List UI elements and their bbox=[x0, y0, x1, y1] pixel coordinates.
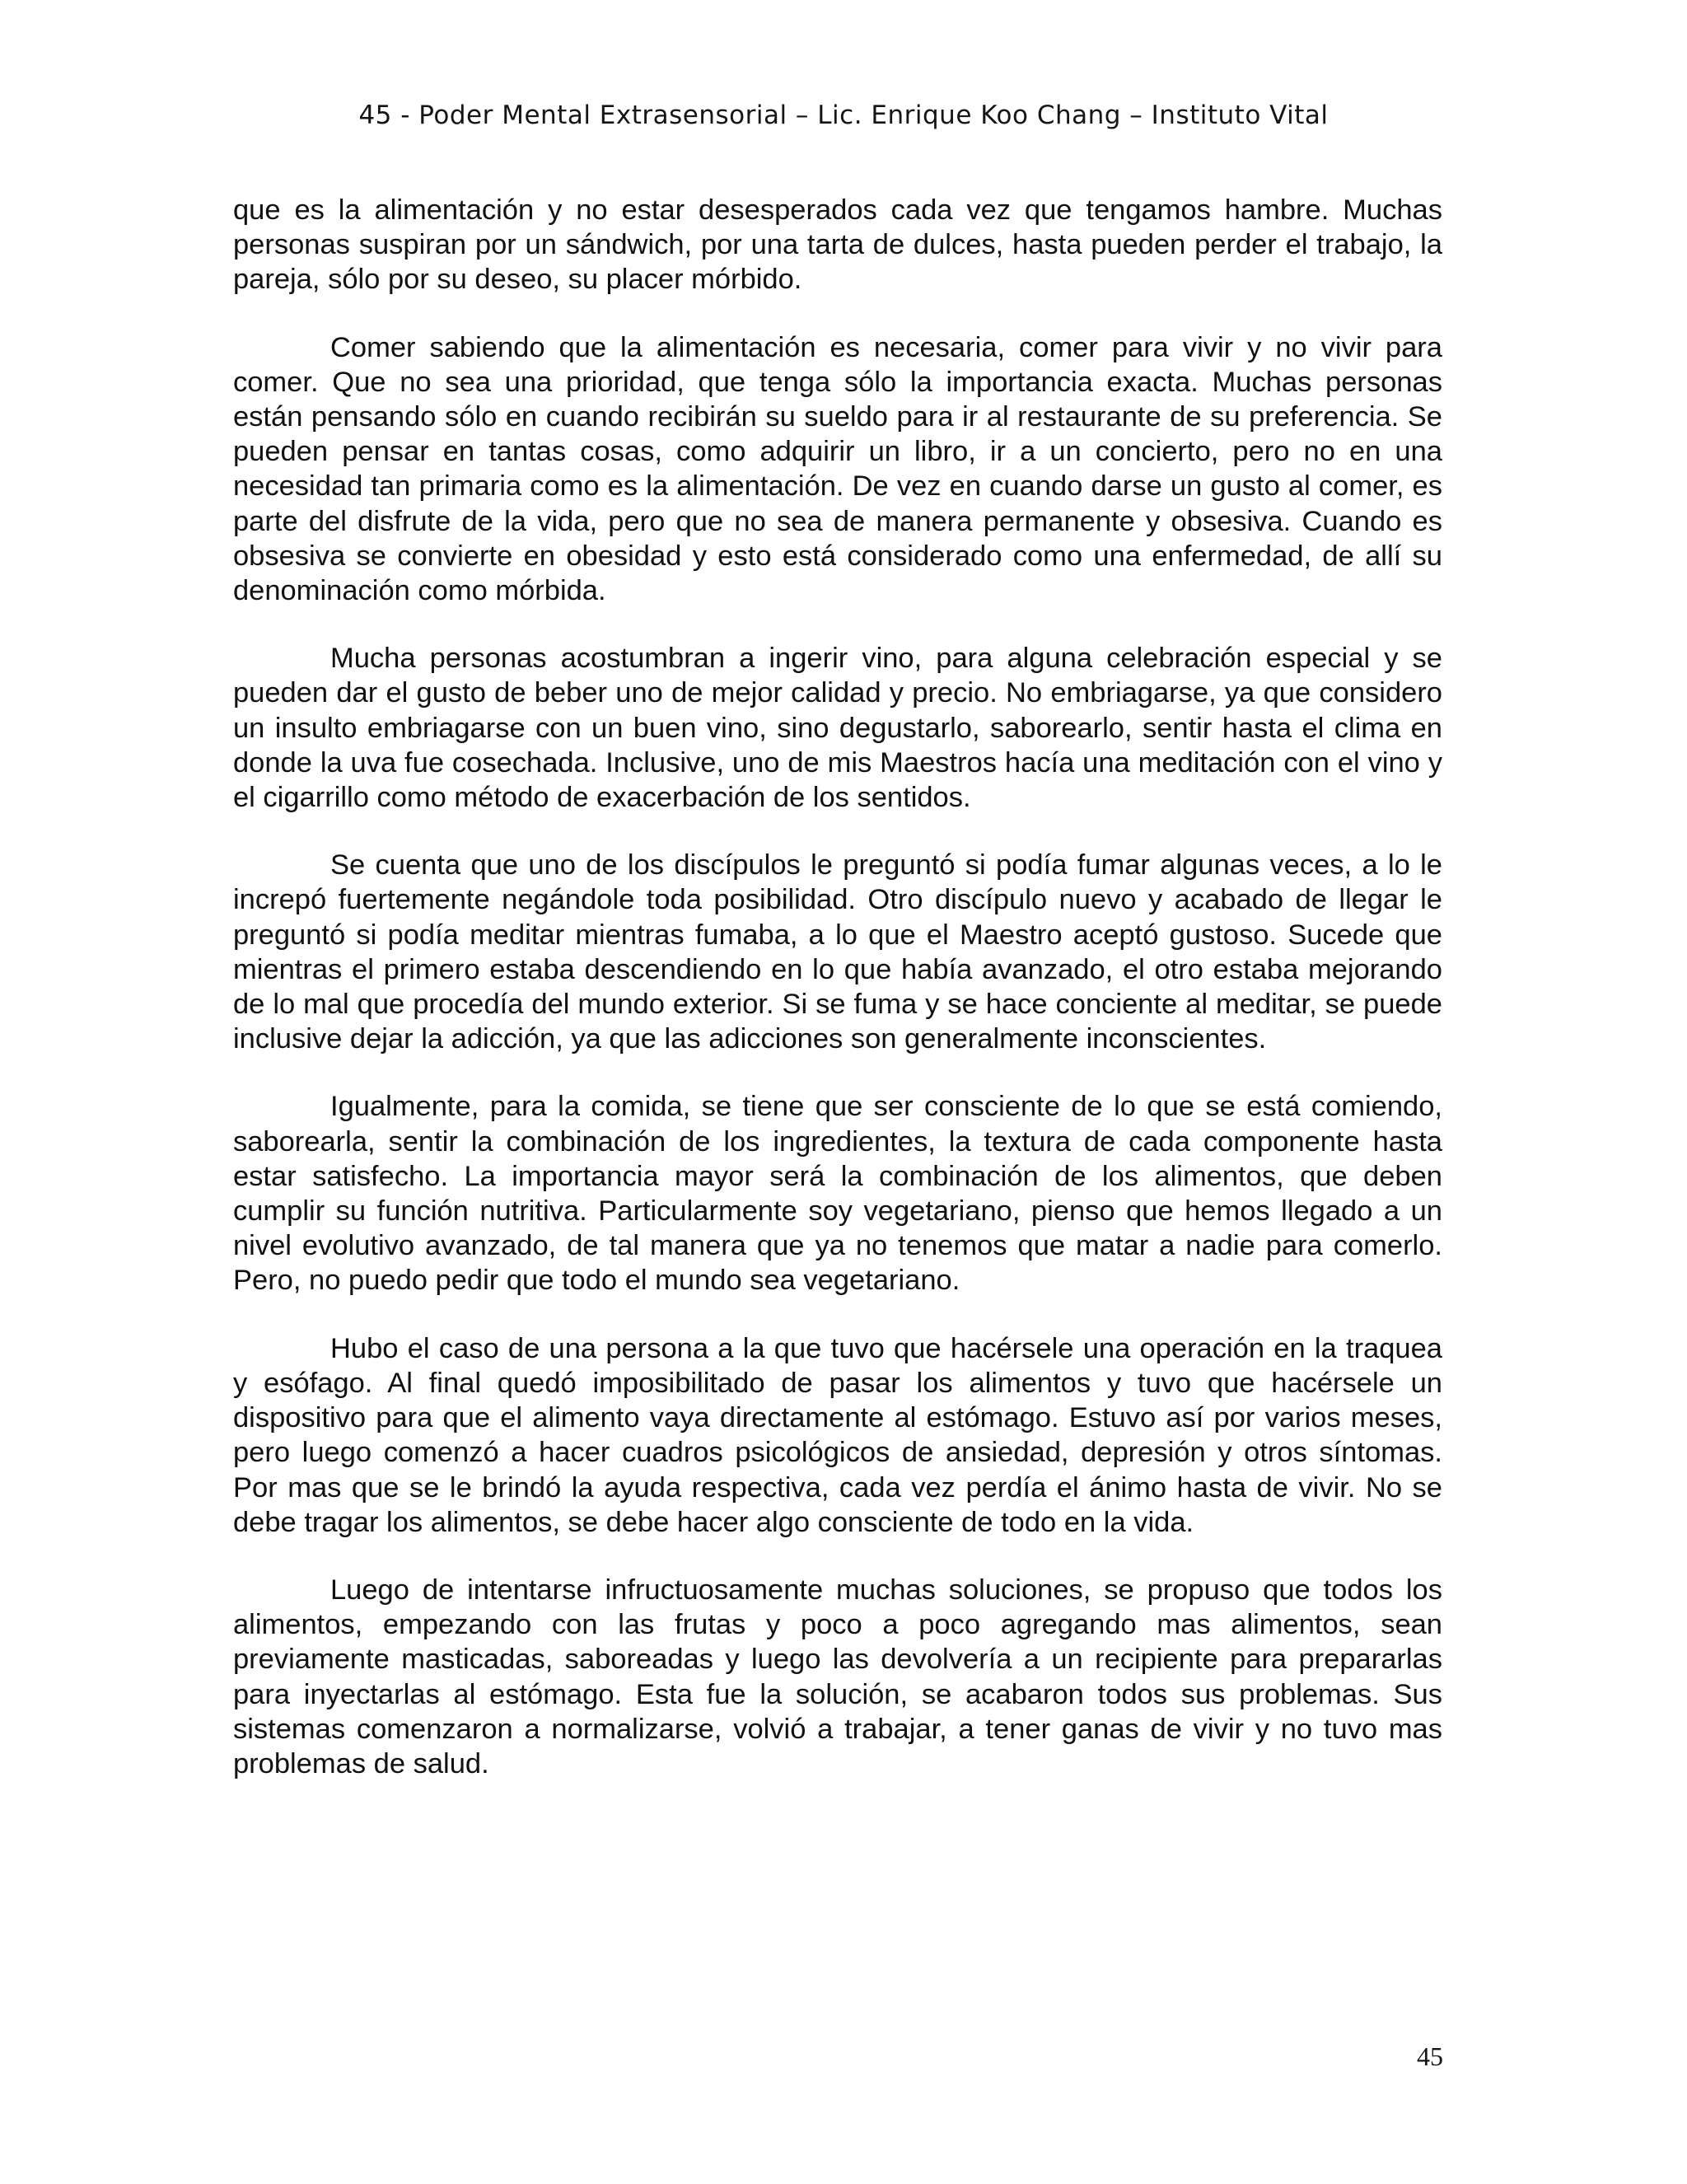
paragraph-7: Luego de intentarse infructuosamente muchas soluciones, se propuso que todos los alimentos, empezando con las frutas y poco a poco agregando mas alimentos, sean previamente masticadas, saboreadas y luego las devolvería a un recipiente para prepararlas para inyectarlas al estómago. Esta fue la solución, se acabaron todos sus problemas. Sus sistemas comenzaron a normalizarse, volvió a trabajar, a tener ganas de vivir y no tuvo mas problemas de salud. bbox=[233, 1574, 1442, 1779]
paragraph-1: que es la alimentación y no estar desesperados cada vez que tengamos hambre. Muchas personas suspiran por un sándwich, por una tarta de dulces, hasta pueden perder el trabajo, la pareja, sólo por su deseo, su placer mórbido. bbox=[233, 194, 1442, 296]
paragraph-3: Mucha personas acostumbran a ingerir vino, para alguna celebración especial y se pueden dar el gusto de beber uno de mejor calidad y precio. No embriagarse, ya que considero un insulto embriagarse con un buen vino, sino degustarlo, saborearlo, sentir hasta el clima en donde la uva fue cosechada. Inclusive, uno de mis Maestros hacía una meditación con el vino y el cigarrillo como método de exacerbación de los sentidos. bbox=[233, 643, 1442, 814]
paragraph-6: Hubo el caso de una persona a la que tuvo que hacérsele una operación en la traquea y esófago. Al final quedó imposibilitado de pasar los alimentos y tuvo que hacérsele un dispositivo para que el alimento vaya directamente al estómago. Estuvo así por varios meses, pero luego comenzó a hacer cuadros psicológicos de ansiedad, depresión y otros síntomas. Por mas que se le brindó la ayuda respectiva, cada vez perdía el ánimo hasta de vivir. No se debe tragar los alimentos, se debe hacer algo consciente de todo en la vida. bbox=[233, 1332, 1442, 1538]
paragraph-5: Igualmente, para la comida, se tiene que ser consciente de lo que se está comiendo, saborearla, sentir la combinación de los ingredientes, la textura de cada componente hasta estar satisfecho. La importancia mayor será la combinación de los alimentos, que deben cumplir su función nutritiva. Particularmente soy vegetariano, pienso que hemos llegado a un nivel evolutivo avanzado, de tal manera que ya no tenemos que matar a nadie para comerlo. Pero, no puedo pedir que todo el mundo sea vegetariano. bbox=[233, 1091, 1442, 1297]
running-header: 45 - Poder Mental Extrasensorial – Lic. Enrique Koo Chang – Instituto Vital bbox=[358, 101, 1329, 130]
body-text bbox=[233, 193, 1442, 1814]
paragraph-2: Comer sabiendo que la alimentación es necesaria, comer para vivir y no vivir para comer. Que no sea una prioridad, que tenga sólo la importancia exacta. Muchas personas están pensando sólo en cuando recibirán su sueldo para ir al restaurante de su preferencia. Se pueden pensar en tantas cosas, como adquirir un libro, ir a un concierto, pero no en una necesidad tan primaria como es la alimentación. De vez en cuando darse un gusto al comer, es parte del disfrute de la vida, pero que no sea de manera permanente y obsesiva. Cuando es obsesiva se convierte en obesidad y esto está considerado como una enfermedad, de allí su denominación como mórbida. bbox=[233, 331, 1442, 607]
page-number: 45 bbox=[1417, 2041, 1443, 2071]
paragraph-4: Se cuenta que uno de los discípulos le preguntó si podía fumar algunas veces, a lo le increpó fuertemente negándole toda posibilidad. Otro discípulo nuevo y acabado de llegar le preguntó si podía meditar mientras fumaba, a lo que el Maestro aceptó gustoso. Sucede que mientras el primero estaba descendiendo en lo que había avanzado, el otro estaba mejorando de lo mal que procedía del mundo exterior. Si se fuma y se hace conciente al meditar, se puede inclusive dejar la adicción, ya que las adicciones son generalmente inconscientes. bbox=[233, 849, 1442, 1055]
